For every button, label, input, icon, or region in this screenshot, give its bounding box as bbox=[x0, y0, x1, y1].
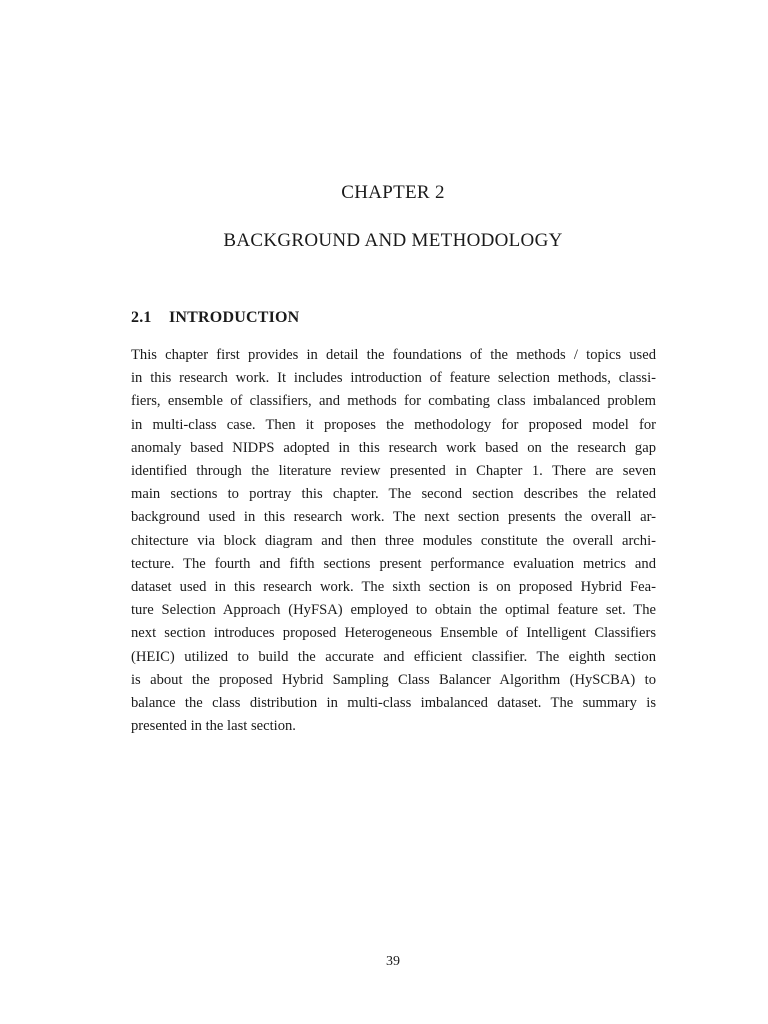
intro-paragraph bbox=[131, 344, 656, 738]
section-number: 2.1 bbox=[131, 309, 152, 326]
paragraph-line: tecture. The fourth and fifth sections present performance evaluation metrics and bbox=[131, 555, 656, 572]
section-heading bbox=[131, 309, 299, 327]
paragraph-line: balance the class distribution in multi-class imbalanced dataset. The summary is bbox=[131, 695, 656, 712]
paragraph-line: (HEIC) utilized to build the accurate and efficient classifier. The eighth section bbox=[131, 648, 656, 665]
chapter-number: CHAPTER 2 bbox=[341, 182, 445, 203]
paragraph-line: identified through the literature review presented in Chapter 1. There are seven bbox=[131, 463, 656, 480]
paragraph-line: main sections to portray this chapter. The second section describes the related bbox=[131, 486, 656, 503]
section-title: INTRODUCTION bbox=[169, 309, 300, 326]
chapter-title: BACKGROUND AND METHODOLOGY bbox=[223, 230, 563, 251]
paragraph-line: chitecture via block diagram and then three modules constitute the overall archi- bbox=[131, 532, 656, 549]
paragraph-line: in this research work. It includes introduction of feature selection methods, classi- bbox=[131, 370, 656, 387]
paragraph-line: background used in this research work. The next section presents the overall ar- bbox=[131, 509, 656, 526]
paragraph-line: next section introduces proposed Heterogeneous Ensemble of Intelligent Classifiers bbox=[131, 625, 656, 642]
paragraph-line: dataset used in this research work. The sixth section is on proposed Hybrid Fea- bbox=[131, 579, 656, 596]
paragraph-line: anomaly based NIDPS adopted in this research work based on the research gap bbox=[131, 439, 656, 456]
paragraph-line: in multi-class case. Then it proposes the methodology for proposed model for bbox=[131, 416, 656, 433]
paragraph-line: presented in the last section. bbox=[131, 718, 296, 735]
paragraph-line: is about the proposed Hybrid Sampling Class Balancer Algorithm (HySCBA) to bbox=[131, 671, 656, 688]
paragraph-line: ture Selection Approach (HyFSA) employed to obtain the optimal feature set. The bbox=[131, 602, 656, 619]
paragraph-line: fiers, ensemble of classifiers, and methods for combating class imbalanced problem bbox=[131, 393, 656, 410]
page-number: 39 bbox=[386, 954, 400, 969]
paragraph-line: This chapter first provides in detail the foundations of the methods / topics used bbox=[131, 347, 656, 363]
